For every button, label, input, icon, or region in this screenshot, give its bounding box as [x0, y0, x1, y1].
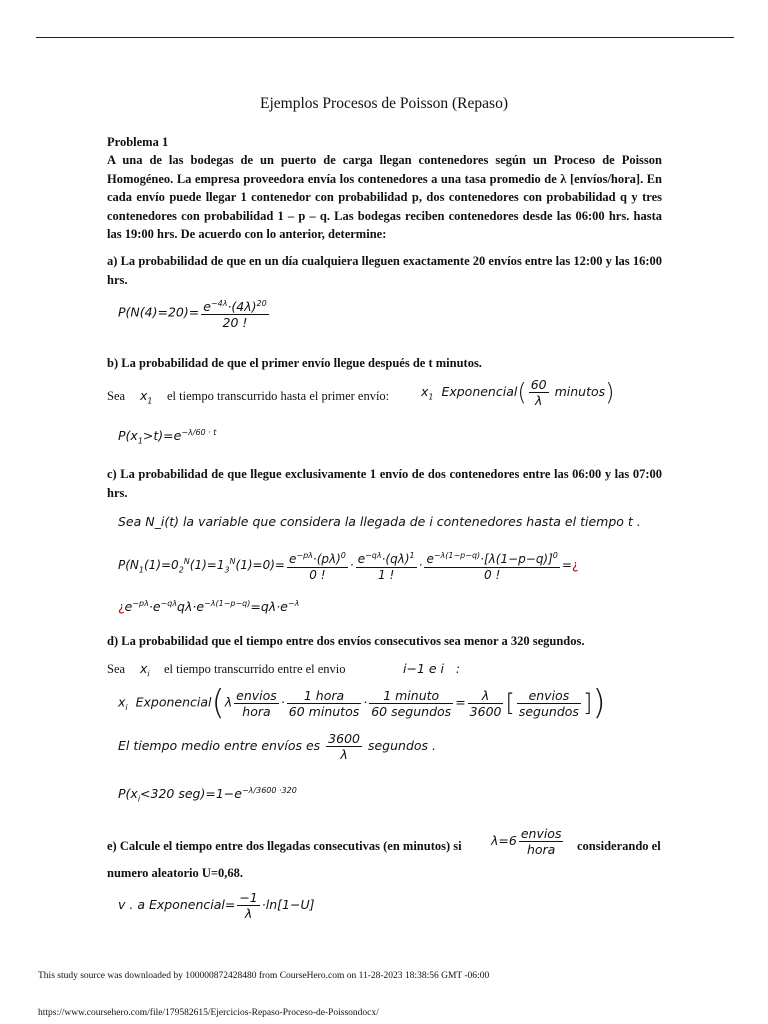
page-title: Ejemplos Procesos de Poisson (Repaso) — [260, 95, 508, 112]
part-e-formula: v . a Exponencial= $\frac{-1}{\lambda}$ ·ln[1−U] — [118, 890, 315, 921]
part-b-sea: Sea — [107, 389, 126, 403]
problem-heading: Problema 1 — [107, 135, 169, 149]
part-e-lambda: λ=6 $\frac{\text{envios}}{\text{hora}}$ — [491, 826, 562, 857]
part-d-mean-unit: segundos . — [367, 738, 436, 753]
part-d-question: d) La probabilidad que el tiempo entre dos envíos consecutivos sea menor a 320 segundos. — [107, 634, 585, 648]
problem-intro: A una de las bodegas de un puerto de carga llegan contenedores según un Proceso de Poisson Homogéneo. La empresa proveedora envía los contenedores a una tasa promedio de λ [envíos/hora]. En cada envío puede llegar 1 contenedor con probabilidad p, dos contenedores con probabilidad q y tres contenedores con probabilidad 1 – p – q. Las bodegas reciben contenedores desde las 06:00 hrs. hasta las 19:00 hrs. De acuerdo con lo anterior, determine: — [107, 153, 662, 241]
part-d-text: el tiempo transcurrido entre el envio — [164, 662, 346, 676]
part-d-formula: $P(x_i<320$ $seg)=1-e^{-\lambda/3600 \cdot 320}$ — [118, 786, 297, 804]
part-d-mean-text: El tiempo medio entre envíos es — [118, 738, 321, 753]
part-c-question: c) La probabilidad de que llegue exclusivamente 1 envío de dos contenedores entre las 06:00 y las 07:00 hrs. — [107, 467, 662, 500]
part-b-formula: $P(x_1>t)=e^{-\lambda/60 \cdot t}$ — [118, 428, 217, 446]
part-d-mean: El tiempo medio entre envíos es $\frac{3600}{\lambda}$ segundos . — [118, 731, 436, 762]
part-d-distribution: $x_i$ Exponencial(λ $\frac{\text{envios}}{\text{hora}}$ · $\frac{\text{1 hora}}{\text{60 minutos}}$ · $\frac{\text{1 minuto}}{\text{60 segundos}}$ = $\frac{\lambda}{3600}$ [ $\frac{\text{envios}}{\text{segundos}}$ ]) — [118, 683, 606, 723]
part-d-var: $x_i$ — [140, 661, 150, 679]
part-b-question: b) La probabilidad de que el primer envío llegue después de t minutos. — [107, 356, 482, 370]
part-e-question-1: e) Calcule el tiempo entre dos llegadas consecutivas (en minutos) si — [107, 839, 462, 853]
part-c-formula-1: $P(N_1(1)=0_2^N(1)=1_3^N(1)=0)=$ $\frac{e^{-p\lambda}\cdot(p\lambda)^0}{0 !}$ · $\frac{e^{-q\lambda}\cdot(q\lambda)^1}{1 !}$ · $\frac{e^{-\lambda(1-p-q)}\cdot[\lambda(1-p-q)]^0}{0 !}$ =¿ — [118, 548, 578, 583]
part-b-var: $x_1$ — [140, 388, 153, 406]
part-e-question-2: considerando el — [577, 839, 661, 853]
part-b-distribution: $x_1$ Exponencial( $\frac{60}{\lambda}$ minutos) — [421, 377, 615, 408]
part-c-formula-2: ¿$e^{-p\lambda}\cdot e^{-q\lambda}q\lambda\cdot e^{-\lambda(1-p-q)}=q\lambda\cdot e^{-\lambda}$ — [118, 599, 300, 615]
top-rule — [36, 37, 734, 38]
footer-source: This study source was downloaded by 100000872428480 from CourseHero.com on 11-28-2023 18:38:56 GMT -06:00 — [38, 971, 490, 981]
part-a-question: a) La probabilidad de que en un día cualquiera lleguen exactamente 20 envíos entre las 12:00 y las 16:00 hrs. — [107, 254, 662, 287]
part-b-text: el tiempo transcurrido hasta el primer envío: — [167, 389, 390, 403]
part-d-index: i−1 e i : — [403, 661, 461, 676]
part-e-question-3: numero aleatorio U=0,68. — [107, 866, 244, 880]
footer-url[interactable]: https://www.coursehero.com/file/179582615/Ejercicios-Repaso-Proceso-de-Poissondocx/ — [38, 1008, 379, 1018]
part-c-definition: Sea N_i(t) la variable que considera la llegada de i contenedores hasta el tiempo t . — [118, 514, 641, 529]
part-d-sea: Sea — [107, 662, 126, 676]
part-a-formula: P(N(4)=20)= $\frac{e^{-4\lambda}\cdot(4\lambda)^{20}}{20 !}$ — [118, 296, 271, 330]
